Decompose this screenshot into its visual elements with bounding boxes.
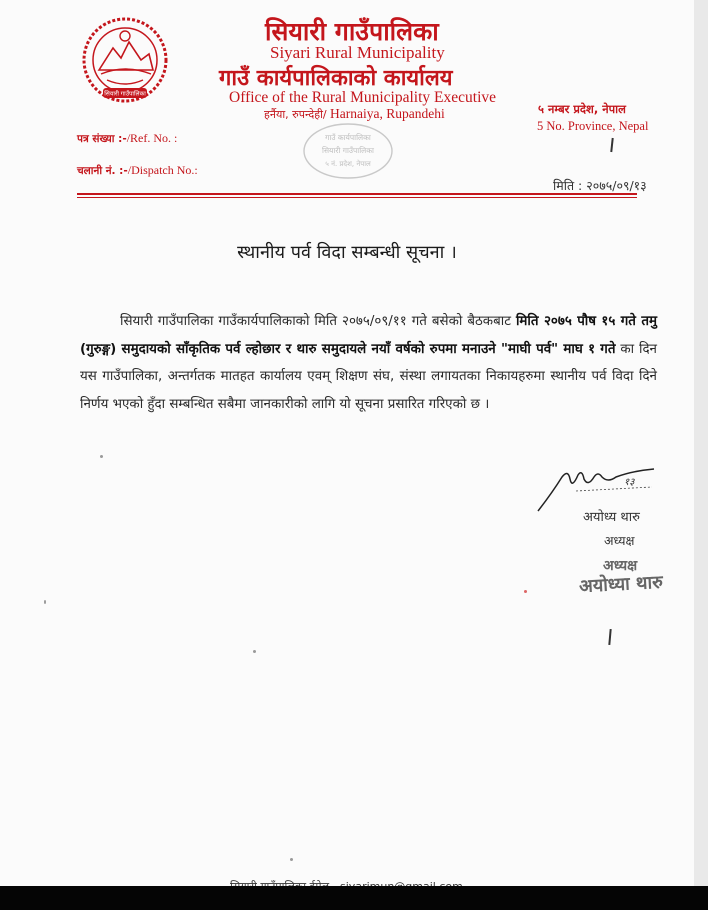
dispatch-label-np: चलानी नं. :-: [77, 165, 128, 177]
office-address-np: हर्नैया, रुपन्देही/: [264, 108, 327, 121]
stamp-line-2: सियारी गाउँपालिका: [322, 146, 374, 155]
notice-text-bold: मिति २०७५ पौष १५ गते तमु (गुरुङ्ग) समुदायको साँकृतिक पर्व ल्होछार र थारु समुदायले नयाँ वर्षको रुपमा मनाउने "माघी पर्व" माघ १ गते: [80, 314, 657, 357]
notice-body: [80, 308, 657, 418]
stamp-line-1: गाउँ कार्यपालिका: [325, 133, 371, 142]
reference-number: [77, 131, 177, 146]
signatory-title: अध्यक्ष: [604, 533, 635, 548]
notice-text-2: का दिन यस गाउँपालिका, अन्तर्गतक मातहत कार्यालय एवम् शिक्षण संघ, संस्था लगायतका निकायहरुमा स्थानीय पर्व विदा दिने निर्णय भएको हुँदा सम्बन्धित सबैमा जानकारीको लागि यो सूचना प्रसारित गरिएको छ ।: [80, 341, 657, 412]
stamp-line-3: ५ नं. प्रदेश, नेपाल: [325, 160, 371, 168]
header-divider-thin: [77, 197, 637, 198]
office-name-en: Office of the Rural Municipality Executive: [229, 89, 497, 106]
paper-speck: [290, 858, 293, 861]
province-np: ५ नम्बर प्रदेश, नेपाल: [538, 102, 626, 116]
paper-speck: [44, 600, 46, 604]
office-address-en: Harnaiya, Rupandehi: [326, 106, 445, 121]
paper-speck: [524, 590, 527, 593]
emblem-ribbon-text: सियारी गाउँपालिका: [104, 90, 146, 98]
faint-office-stamp: [300, 120, 396, 182]
dispatch-label-en: /Dispatch No.:: [127, 163, 198, 177]
pen-mark: [610, 138, 613, 152]
letter-date: मिति : २०७५/०९/१३: [553, 178, 647, 193]
signatory-name: अयोध्य थारु: [583, 510, 640, 525]
scan-border: [0, 886, 708, 910]
header-divider: [77, 193, 637, 195]
province-en: 5 No. Province, Nepal: [537, 119, 649, 133]
municipality-name-en: Siyari Rural Municipality: [270, 43, 445, 62]
reference-label-en: /Ref. No. :: [126, 131, 178, 145]
reference-label-np: पत्र संख्या :-: [77, 133, 127, 145]
paper-speck: [100, 455, 103, 458]
seal-name: अयोध्या थारु: [578, 571, 664, 598]
paper-speck: [253, 650, 256, 653]
pen-mark-lower: [608, 629, 611, 645]
seal-title: अध्यक्ष: [603, 558, 638, 574]
notice-text-1: सियारी गाउँपालिका गाउँकार्यपालिकाको मिति २०७५/०९/११ गते बसेको बैठकबाट: [120, 314, 516, 329]
office-name-np: गाउँ कार्यपालिकाको कार्यालय: [219, 66, 453, 91]
dispatch-number: [77, 163, 198, 178]
signature-scribble-date: १३: [624, 477, 635, 488]
notice-title: स्थानीय पर्व विदा सम्बन्धी सूचना ।: [237, 242, 457, 263]
municipality-emblem: [79, 14, 171, 106]
scan-edge: [694, 0, 708, 886]
municipality-name-np: सियारी गाउँपालिका: [265, 17, 439, 46]
